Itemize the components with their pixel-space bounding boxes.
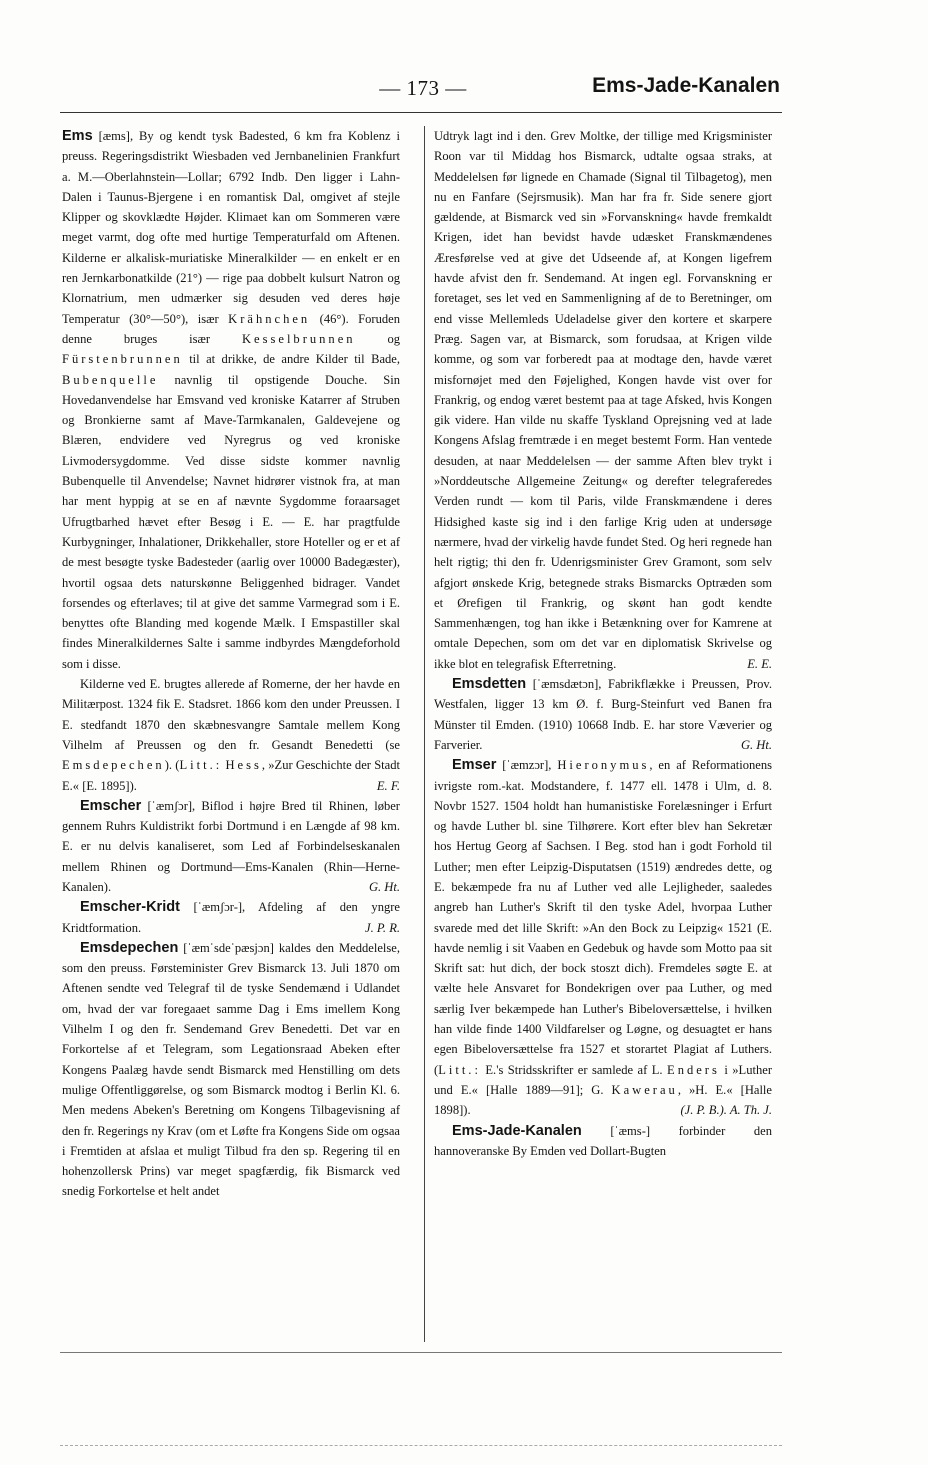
entry-ems-jade-kanalen-para xyxy=(434,1121,772,1162)
entry-text: Kilderne ved E. brugtes allerede af Romerne, der her havde en Militærpost. 1324 fik E. Stadsret. 1866 kom den under Preussen. I E. stedfandt 1870 den skæbnesvangre Samtale mellem Kong Vilhelm af Preussen og den fr. Gesandt Benedetti (se xyxy=(62,677,400,752)
spaced-term: Enders xyxy=(667,1062,720,1077)
entry-emscher-para xyxy=(62,796,400,897)
entry-text: Udtryk lagt ind i den. Grev Moltke, der tillige med Krigsminister Roon var til Middag hos Bismarck, udtalte ogsaa straks, at Meddelelsen før lignede en Chamade (Signal til Tilbagetog), men nu en Fanfare (Sejrsmusik). Man har fra fr. Side senere gjort gældende, at Bismarck ved sin »Forvanskning« havde fremkaldt Krigen, idet han bevidst havde udæsket Franskmændenes Æresførelse ved at give det Udseende af, at Kongen ligefrem havde afvist den fr. Sendemand. At ingen egl. Forvanskning er foretaget, ses let ved en Sammenligning af de to Beretninger, om end visse Mellemleds Udeladelse giver den kortere et skarpere Præg. Sagen var, at Bismarck, som forudsaa, at Krigen vilde komme, og som var forberedt paa at modtage den, havde været misfornøjet med den Føjelighed, Kongen havde vist over for Frankrig, og endog været bestemt paa at tage Afsked, hvis Kongen gik videre. Han vilde nu skaffe Tyskland Oprejsning ved at lade Kongens Afslag fremtræde i en meget bestemt Form. Han ventede desuden, at naar Meddelelsen — der samme Aften blev trykt i »Norddeutsche Allgemeine Zeitung« og derefter telegraferedes Verden rundt — kom til Paris, vilde Franskmændene i deres Hidsighed kaste sig ind i den farlige Krig uden at undersøge nærmere, hvad der virkelig havde fundet Sted. Og heri regnede han helt rigtig; thi den fr. Udenrigsminister Grev Gramont, som selv afgjort ønskede Krig, betegnede straks Bismarcks Optræden som et Ørefigen til Frankrig, og skønt han godt kendte Sammenhængen, tog han ikke i Betænkning over for Kamrene at omtale Depechen, som om det var en diplomatisk Skrivelse og ikke blot en telegrafisk Efterretning. xyxy=(434,129,772,671)
headword-ems: Ems xyxy=(62,128,93,144)
cross-reference: Emsdepechen xyxy=(62,758,165,773)
entry-text: [ˈæmzɔr], xyxy=(496,758,558,773)
entry-text: navnlig til opstigende Douche. Sin Hovedanvendelse har Emsvand ved kroniske Katarrer af Struben og Bronkierne samt af Mave-Tarmkanalen, Galdevejene og Blæren, endvidere ved Nyregrus og ved kroniske Livmodersygdomme. Ved disse sidste kommer navnlig Bubenquelle til Anvendelse; Navnet hidrører vistnok fra, at man har ment hyppig at se en af nævnte Sygdomme foraarsaget Ufrugtbarhed hævet efter Besøg i E. — E. har pragtfulde Kurbygninger, Inhalationer, Drikkehaller, store Hoteller og er et af de mest besøgte tyske Badesteder (aarlig over 10000 Badegæster), hvortil ogsaa dets naturskønne Beliggenhed bidrager. Vandet forsendes og efterlaves; til at give det samme Varmegrad som i E. benyttes ofte Blanding med kogende Mælk. I Emspastiller skal findes Mineralkildernes Salte i samme indbyrdes Mængdeforhold som i disse. xyxy=(62,372,400,671)
literature-label: Litt.: xyxy=(179,758,223,773)
entry-text: [ˈæmsdætɔn], Fabrikflække i Preussen, Prov. Westfalen, ligger 13 km Ø. f. Burg-Steinfurt ved Banen fra Münster til Emden. (1910) 10668 Indb. E. har store Væverier og Farverier. xyxy=(434,677,772,752)
entry-emsdepechen-para-right xyxy=(434,126,772,674)
literature-label: Litt.: xyxy=(438,1062,481,1077)
footer-rule-lower xyxy=(60,1445,782,1446)
entry-text: [ˈæmʃɔr], Biflod i højre Bred til Rhinen, løber gennem Ruhrs Kuldistrikt forbi Dortmund i en Længde af 98 km. E. er nu delvis kanaliseret, som Led af Forbindelseskanalen mellem Rhinen og Dortmund—Ems-Kanalen (Rhin—Herne-Kanalen). xyxy=(62,798,400,894)
entry-emsdetten xyxy=(434,674,772,755)
entry-emser xyxy=(434,755,772,1120)
spaced-term: Kawerau xyxy=(611,1082,678,1097)
author-signature: J. P. R. xyxy=(365,920,400,935)
author-signature: (J. P. B.). A. Th. J. xyxy=(680,1103,772,1118)
running-head: Ems-Jade-Kanalen xyxy=(592,74,780,97)
entry-text: , en af Reformationens ivrigste rom.-kat. Modstandere, f. 1477 ell. 1478 i Ulm, d. 8. Novbr 1527. 1504 holdt han humanistiske Forelæsninger i Erfurt og havde Luther bl. sine Tilhørere. Kort efter blev han Sekretær hos Hertug Georg af Sachsen. I Beg. stod han i godt Forhold til Luther; men efter Leipzig-Disputatsen (1519) ændredes dette, og E. bekæmpede fra nu af Luther ved alle Lejligheder, saaledes angreb han Luther's Skrift til den tyske Adel, hvorpaa Luther svarede med det lille Skrift: »An den Bock zu Leipzig« 1521 (E. havde nemlig i sit Vaaben en Gedebuk og havde som Motto paa sit Skrift sat: hut dich, der bock stoszt dich). Fremdeles søgte E. at vælte hele Ansvaret for Bondekrigen over paa Luther, og med særlig Iver bekæmpede han Luther's Bibeloversættelse, i hvilken han vilde finde 1400 Vildfarelser og Løgne, og desuagtet er hans egen Bibeloversættelse fra 1527 et storartet Plagiat af Luthers. ( xyxy=(434,758,773,1077)
entry-text: [æms], By og kendt tysk Badested, 6 km fra Koblenz i preuss. Regeringsdistrikt Wiesbaden ved Jernbanelinien Frankfurt a. M.—Oberlahnstein—Lollar; 6792 Indb. Den ligger i Lahn-Dalen i Taunus-Bjergene i en romantisk Dal, omgivet af stejle Klipper og skovklædte Højder. Klimaet kan om Sommeren være meget varmt, dog ofte med hurtige Temperaturfald om Aftenen. Kilderne er alkalisk-muriatiske Mineralkilder — en enkelt er en ren Jernkarbonatkilde (21°) — rige paa dobbelt kulsurt Natron og Klornatrium, men udmærker sig desuden ved deres høje Temperatur (30°—50°), især xyxy=(62,129,400,326)
headword-emscher: Emscher xyxy=(80,797,142,814)
entry-ems-para-1 xyxy=(62,126,400,674)
entry-emscher xyxy=(62,796,400,897)
spaced-term: Bubenquelle xyxy=(62,372,159,387)
page-number: — 173 — xyxy=(379,76,467,100)
entry-emsdepechen xyxy=(62,938,400,1202)
page-header xyxy=(0,72,928,108)
entry-text: , »H. E.« [Halle 1898]). xyxy=(434,1082,772,1118)
literature-author: Hess xyxy=(225,758,262,773)
entry-text: og xyxy=(355,331,400,346)
headword-emsdetten: Emsdetten xyxy=(452,676,527,693)
entry-text: til at drikke, de andre Kilder til Bade, xyxy=(182,352,400,367)
entry-ems-para-2 xyxy=(62,674,400,796)
entry-text: i »Luther und E.« [Halle 1889—91]; G. xyxy=(434,1062,772,1097)
entry-text: [ˈæmˈsdeˈpæsjɔn] kaldes den Meddelelse, som den preuss. Førsteminister Grev Bismarck 13. Juli 1870 om Aftenen sendte ved Telegraf til de tyske Sendemænd i Udlandet om, hvad der var foregaaet samme Dag i Ems imellem Kong Vilhelm I og den fr. Sendemand Grev Benedetti. Det var en Forkortelse af et Telegram, som Legationsraad Abeken efter Kongens Paalæg havde sendt Bismarck med Henstilling om dets mulige Offentliggørelse, og som Bismarck modtog i Berlin Kl. 6. Men medens Abeken's Beretning om Kongens Tilbagevisning af den fr. Regerings ny Krav (om et Løfte fra Kongens Side om ogsaa i Fremtiden at afslaa et muligt Tilbud fra den sp. Regering til en hohenzollersk Prins) var meget spagfærdig, fik Bismarck ved snedig Forkortelse et helt andet xyxy=(62,940,400,1199)
left-column xyxy=(62,126,400,1202)
entry-text: ). ( xyxy=(164,758,180,773)
headword-emscher-kridt: Emscher-Kridt xyxy=(80,899,180,916)
footer-rule xyxy=(60,1352,782,1353)
column-rule xyxy=(424,126,425,1342)
entry-text: [ˈæms-] forbinder den hannoveranske By Emden ved Dollart-Bugten xyxy=(434,1123,772,1158)
headword-ems-jade-kanalen: Ems-Jade-Kanalen xyxy=(452,1122,582,1139)
author-signature: G. Ht. xyxy=(368,879,400,894)
entry-text: , »Zur Geschichte der Stadt E.« [E. 1895]). xyxy=(62,758,400,793)
entry-text: [ˈæmʃɔr-], Afdeling af den yngre Kridtformation. xyxy=(62,900,400,935)
entry-emscher-kridt-para xyxy=(62,897,400,938)
header-rule xyxy=(60,112,782,113)
headword-emser: Emser xyxy=(452,757,497,774)
right-column xyxy=(434,126,772,1161)
entry-ems xyxy=(62,126,400,796)
entry-text: E.'s Stridsskrifter er samlede af L. xyxy=(480,1062,668,1077)
entry-ems-jade-kanalen xyxy=(434,1121,772,1162)
spaced-term: Krähnchen xyxy=(228,311,311,326)
author-signature: E. E. xyxy=(747,656,772,671)
entry-emser-para xyxy=(434,755,772,1120)
headword-emsdepechen: Emsdepechen xyxy=(80,939,179,956)
author-signature: G. Ht. xyxy=(740,737,772,752)
spaced-term: Hieronymus xyxy=(557,758,650,773)
author-signature: E. F. xyxy=(376,778,400,793)
entry-emscher-kridt xyxy=(62,897,400,938)
entry-emsdepechen-para-left xyxy=(62,938,400,1202)
entry-text: (46°). Foruden denne bruges især xyxy=(62,311,400,346)
spaced-term: Kesselbrunnen xyxy=(241,331,356,346)
entry-emsdepechen-cont xyxy=(434,126,772,674)
spaced-term: Fürstenbrunnen xyxy=(62,352,183,367)
entry-emsdetten-para xyxy=(434,674,772,755)
